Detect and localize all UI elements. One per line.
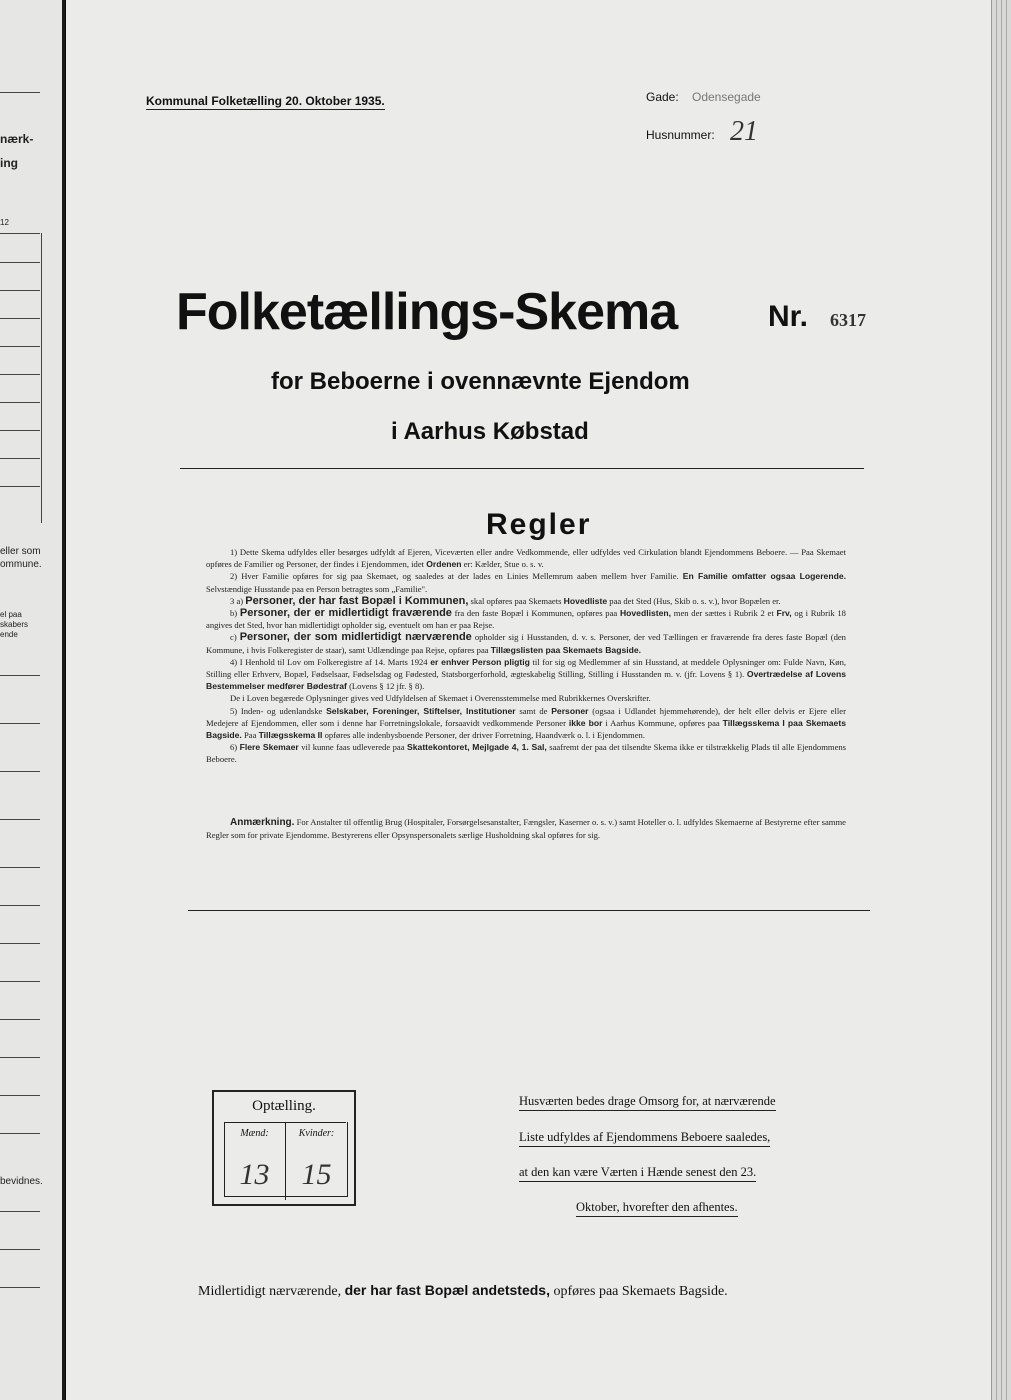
- rule-2: 2) Hver Familie opføres for sig paa Skemaet, og saaledes at der lades en Linies Mellemrum aaben mellem hver Familie. En Familie omfatter ogsaa Logerende. Selvstændige Husstande paa en Person betragtes som „Familie".: [206, 571, 846, 594]
- notice-line-2: Liste udfyldes af Ejendommens Beboere saaledes,: [519, 1130, 770, 1147]
- left-fragment-8: ende: [0, 630, 18, 639]
- left-fragment-3: 12: [0, 218, 9, 227]
- husnummer-value: 21: [730, 116, 758, 147]
- left-rule: [0, 943, 40, 944]
- rules-heading: Regler: [486, 508, 592, 541]
- gade-label: Gade:: [646, 90, 679, 104]
- census-header: Kommunal Folketælling 20. Oktober 1935.: [146, 94, 385, 108]
- husnummer-label: Husnummer:: [646, 128, 715, 142]
- divider-rule: [180, 468, 864, 469]
- left-rule: [0, 290, 40, 291]
- left-fragment-6: el paa: [0, 610, 22, 619]
- left-fragment-1: nærk-: [0, 132, 34, 146]
- page-edge-line: [1001, 0, 1002, 1400]
- left-rule: [0, 458, 40, 459]
- notice-line-1: Husværten bedes drage Omsorg for, at nærværende: [519, 1094, 776, 1111]
- left-facing-page: [0, 0, 65, 1400]
- form-title: Folketællings-Skema: [176, 283, 678, 341]
- left-rule: [0, 867, 40, 868]
- left-rule: [0, 486, 40, 487]
- left-rule: [0, 1057, 40, 1058]
- left-rule: [0, 346, 40, 347]
- rule-3b: b) Personer, der er midlertidigt fraværende fra den faste Bopæl i Kommunen, opføres paa Hovedlisten, men der sættes i Rubrik 2 et Frv, og i Rubrik 18 angives det Sted, hvor han midlertidigt opholder sig, eventuelt om han er paa Rejse.: [206, 607, 846, 631]
- left-rule: [0, 233, 40, 234]
- form-number-value: 6317: [830, 310, 866, 330]
- anmaerkning-note: [206, 816, 846, 841]
- form-subtitle-1: for Beboerne i ovennævnte Ejendom: [271, 368, 690, 395]
- page-edge-line: [1006, 0, 1007, 1400]
- book-edge: [991, 0, 1011, 1400]
- rule-3a: 3 a) Personer, der har fast Bopæl i Kommunen, skal opføres paa Skemaets Hovedliste paa det Sted (Hus, Skib o. s. v.), hvor Bopælen er.: [230, 594, 781, 607]
- left-rule: [0, 675, 40, 676]
- left-rule: [0, 430, 40, 431]
- left-fragment-2: ing: [0, 156, 18, 170]
- left-rule: [0, 402, 40, 403]
- left-fragment-9: bevidnes.: [0, 1176, 43, 1187]
- rules-text: [206, 546, 846, 766]
- left-rule: [0, 723, 40, 724]
- left-rule: [0, 1249, 40, 1250]
- rule-4-note: De i Loven begærede Oplysninger gives ved Udfyldelsen af Skemaet i Overensstemmelse med Rubrikkernes Overskrifter.: [230, 693, 651, 704]
- tally-kvinder-value: 15: [301, 1158, 332, 1191]
- left-rule: [0, 318, 40, 319]
- left-fragment-5: ommune.: [0, 559, 42, 570]
- anmaerkning-text: For Anstalter til offentlig Brug (Hospitaler, Forsørgelsesanstalter, Fængsler, Kaserner o. s. v.) samt Hoteller o. l. udfyldes Skemaerne af Bestyrerne efter samme Regler som for private Ejendomme. Bestyrerens eller Opsynspersonalets særlige Husholdning skal opføres for sig.: [206, 817, 846, 841]
- tally-kvinder-label: Kvinder:: [298, 1128, 335, 1139]
- left-fragment-4: eller som: [0, 546, 41, 557]
- left-rule: [0, 981, 40, 982]
- rule-5: 5) Inden- og udenlandske Selskaber, Foreninger, Stiftelser, Institutioner samt de Personer (ogsaa i Udlandet hjemmehørende), der helt eller delvis er Ejere eller Medejere af Ejendommen, eller som i denne har Forretningslokale, forsaavidt vedkommende Personer ikke bor i Aarhus Kommune, opføres paa Tillægsskema I paa Skemaets Bagside. Paa Tillægsskema II opføres alle indenbysboende Personer, der driver Forretning, Haandværk o. l. i Ejendommen.: [206, 705, 846, 741]
- left-rule: [0, 374, 40, 375]
- divider-rule: [188, 910, 870, 911]
- left-rule: [0, 771, 40, 772]
- left-rule: [0, 1095, 40, 1096]
- rule-1: 1) Dette Skema udfyldes eller besørges udfyldt af Ejeren, Viceværten eller andre Vedkommende, eller udfyldes ved Cirkulation blandt Ejendommens Beboere. — Paa Skemaet opføres de Familier og Personer, der findes i Ejendommen, idet Ordenen er: Kælder, Stue o. s. v.: [206, 547, 846, 570]
- tally-title: Optælling.: [252, 1098, 316, 1114]
- left-rule: [0, 262, 40, 263]
- notice-line-3: at den kan være Værten i Hænde senest den 23.: [519, 1165, 756, 1182]
- form-number-label: Nr.: [768, 300, 809, 333]
- left-rule: [0, 1211, 40, 1212]
- gade-value: Odensegade: [692, 90, 761, 104]
- notice-line-4: Oktober, hvorefter den afhentes.: [576, 1200, 738, 1217]
- rule-3c: c) Personer, der som midlertidigt nærværende opholder sig i Husstanden, d. v. s. Personer, der ved Tællingen er fraværende fra deres faste Bopæl (den Kommune, i hvis Folkeregister de staar), samt Udlændinge paa Rejse, opføres paa Tillægslisten paa Skemaets Bagside.: [206, 631, 846, 655]
- tally-maend-value: 13: [239, 1158, 270, 1191]
- anmaerkning-label: Anmærkning.: [230, 817, 295, 828]
- tally-box: [212, 1090, 356, 1206]
- left-rule: [0, 1019, 40, 1020]
- left-rule: [0, 1133, 40, 1134]
- left-rule: [0, 905, 40, 906]
- left-rule: [0, 819, 40, 820]
- rule-6: 6) Flere Skemaer vil kunne faas udleverede paa Skattekontoret, Mejlgade 4, 1. Sal, saafremt der paa det tilsendte Skema ikke er tilstrækkelig Plads til alle Ejendommens Beboere.: [206, 742, 847, 765]
- footer-note: Midlertidigt nærværende, der har fast Bopæl andetsteds, opføres paa Skemaets Bagside.: [198, 1282, 728, 1299]
- left-rule: [0, 1287, 40, 1288]
- page-edge-line: [996, 0, 997, 1400]
- left-fragment-7: skabers: [0, 620, 29, 629]
- left-column-rule: [41, 233, 42, 523]
- tally-maend-label: Mænd:: [240, 1128, 269, 1139]
- left-rule: [0, 92, 40, 93]
- census-form-page: [66, 0, 991, 1400]
- form-subtitle-2: i Aarhus Købstad: [391, 418, 589, 445]
- rule-4: 4) I Henhold til Lov om Folkeregistre af 14. Marts 1924 er enhver Person pligtig til for sig og Medlemmer af sin Husstand, at meddele Oplysninger om: Fulde Navn, Køn, Stilling eller Erhverv, Bopæl, Fødselsaar, Fødselsdag og Fødested, Statsborgerforhold, ægteskabelig Stilling, Stilling i Husstanden m. v. (jfr. Lovens § 1). Overtrædelse af Lovens Bestemmelser medfører Bødestraf (Lovens § 12 jfr. § 8).: [206, 656, 847, 692]
